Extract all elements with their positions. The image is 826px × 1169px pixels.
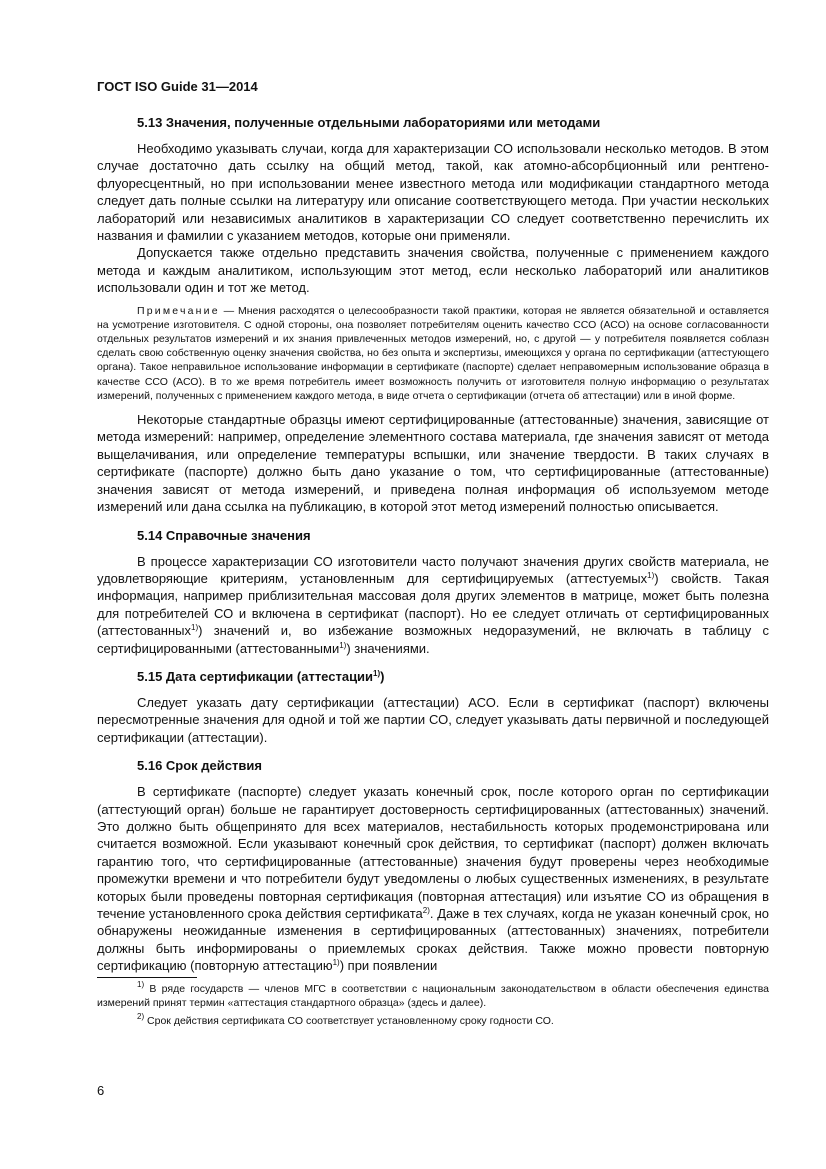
footnote-ref-1: 1)	[339, 640, 347, 650]
footnote-2	[97, 1011, 769, 1029]
document-header: ГОСТ ISO Guide 31—2014	[97, 79, 258, 94]
footnote-mark-2: 2)	[137, 1011, 145, 1021]
heading-text: )	[380, 668, 385, 684]
section-5-16-heading: 5.16 Срок действия	[137, 758, 262, 774]
text-run: ) значений и, во избежание возможных недоразумений, не включать в таблицу с сертифицированными (аттестованными	[97, 623, 769, 656]
page-number: 6	[97, 1083, 105, 1098]
section-5-14-heading: 5.14 Справочные значения	[137, 527, 311, 543]
footnote-mark-1: 1)	[137, 979, 145, 989]
text-run: ) при появлении	[339, 958, 438, 974]
footnote-text: Срок действия сертификата СО соответствует установленному сроку годности СО.	[144, 1014, 554, 1027]
section-5-13-paragraph-1: Необходимо указывать случаи, когда для характеризации СО использовали несколько методов. В этом случае достаточно дать ссылку на общий метод, такой, как атомно-абсорбционный или рентгено-флуоресцентный, но при использовании менее известного метода или модификации стандартного метода следует дать полные ссылки на литературу или описание соответствующего метода. При участии нескольких лабораторий или независимых аналитиков в характеризации СО следует соответственно перечислить их названия и фамилии с указанием методов, которые они применяли.	[97, 141, 769, 244]
section-5-14-paragraph	[97, 553, 769, 657]
section-5-15-heading	[137, 668, 769, 686]
footnote-ref-1: 1)	[332, 958, 340, 968]
note-text: — Мнения расходятся о целесообразности такой практики, которая не является обязательной и оставляется на усмотрение изготовителя. С одной стороны, она позволяет потребителям оценить качество ССО (АСО) на основе согласованности отдельных результатов измерений и их знания привлеченных методов измерений, но, с другой — у потребителя появляется соблазн сделать свою собственную оценку значения свойства, но без опыта и экспертизы, имеющихся у органа по сертификации (аттестующего органа). Такое неправильное использование информации в сертификате (паспорте) сделает неправомерным использование образца в качестве ССО (АСО). В то же время потребитель имеет возможность получить от изготовителя полную информацию о результатах измерений, полученных с применением каждого метода, в виде отчета о сертификации (отчета об аттестации) или в иной форме.	[97, 304, 769, 402]
footnote-ref-1: 1)	[647, 570, 655, 580]
section-5-13-paragraph-2: Допускается также отдельно представить значения свойства, полученные с применением каждого метода и каждым аналитиком, использующим этот метод, если несколько лабораторий или аналитиков использовали один и тот же метод.	[97, 245, 769, 296]
text-run: ) значениями.	[346, 640, 430, 656]
footnote-ref-1: 1)	[373, 668, 381, 678]
page-content	[97, 114, 769, 1031]
section-5-15-paragraph: Следует указать дату сертификации (аттестации) АСО. Если в сертификат (паспорт) включены пересмотренные значения для одной и той же партии СО, следует указывать даты первичной и последующей сертификации (аттестации).	[97, 694, 769, 745]
section-5-13-note	[97, 304, 769, 403]
heading-text: 5.15 Дата сертификации (аттестации	[137, 668, 374, 684]
footnote-ref-2: 2)	[422, 906, 430, 916]
text-run: В процессе характеризации СО изготовители часто получают значения других свойств материала, не удовлетворяющие критериям, установленным для сертифицируемых (аттестуемых	[97, 553, 769, 586]
footnote-text: В ряде государств — членов МГС в соответствии с национальным законодательством в области обеспечения единства измерений принят термин «аттестация стандартного образца» (здесь и далее).	[97, 982, 769, 1010]
footnote-ref-1: 1)	[191, 623, 199, 633]
section-5-13-heading: 5.13 Значения, полученные отдельными лабораториями или методами	[137, 115, 601, 130]
note-label: Примечание	[137, 304, 220, 317]
section-5-13-paragraph-3: Некоторые стандартные образцы имеют сертифицированные (аттестованные) значения, зависящие от метода измерений: например, определение элементного состава материала, где значения зависят от метода выщелачивания, или определение температуры вспышки, или значение твердости. В таких случаях в сертификате (паспорте) должно быть дано указание о том, что сертифицированные (аттестованные) значения зависят от метода измерений, и приведена полная информация об используемом методе измерений или дана ссылка на публикацию, в которой этот метод измерений полностью описывается.	[97, 412, 769, 515]
footnote-divider	[97, 977, 197, 978]
text-run: В сертификате (паспорте) следует указать конечный срок, после которого орган по сертификации (аттестующий орган) больше не гарантирует достоверность сертифицированных (аттестованных) значений. Это должно быть общепринято для всех материалов, нестабильность которых продемонстрирована или считается возможной. Если указывают конечный срок действия, то сертификат (паспорт) должен включать гарантию того, что сертифицированные (аттестованные) значения будут проверены через необходимые промежутки времени и что потребители будут уведомлены о любых существенных изменениях, в результате которых были проведены повторная сертификация (повторная аттестация) или изъятие СО из обращения в течение установленного срока действия сертификата	[97, 784, 769, 922]
section-5-16-paragraph	[97, 783, 769, 974]
footnote-1	[97, 979, 769, 1011]
text-run: ) свойств. Такая информация, например приблизительная массовая доля других элементов в матрице, может быть полезна для потребителей СО и включена в сертификат (паспорт). Но ее следует отличать от сертифицированных (аттестованных	[97, 570, 769, 639]
text-run: . Даже в тех случаях, когда не указан конечный срок, но обнаружены неожиданные изменения в сертифицированных (аттестованных) значениях, потребители должны быть информированы о приемлемых сроках действия. Также можно провести повторную сертификацию (повторную аттестацию	[97, 906, 769, 974]
